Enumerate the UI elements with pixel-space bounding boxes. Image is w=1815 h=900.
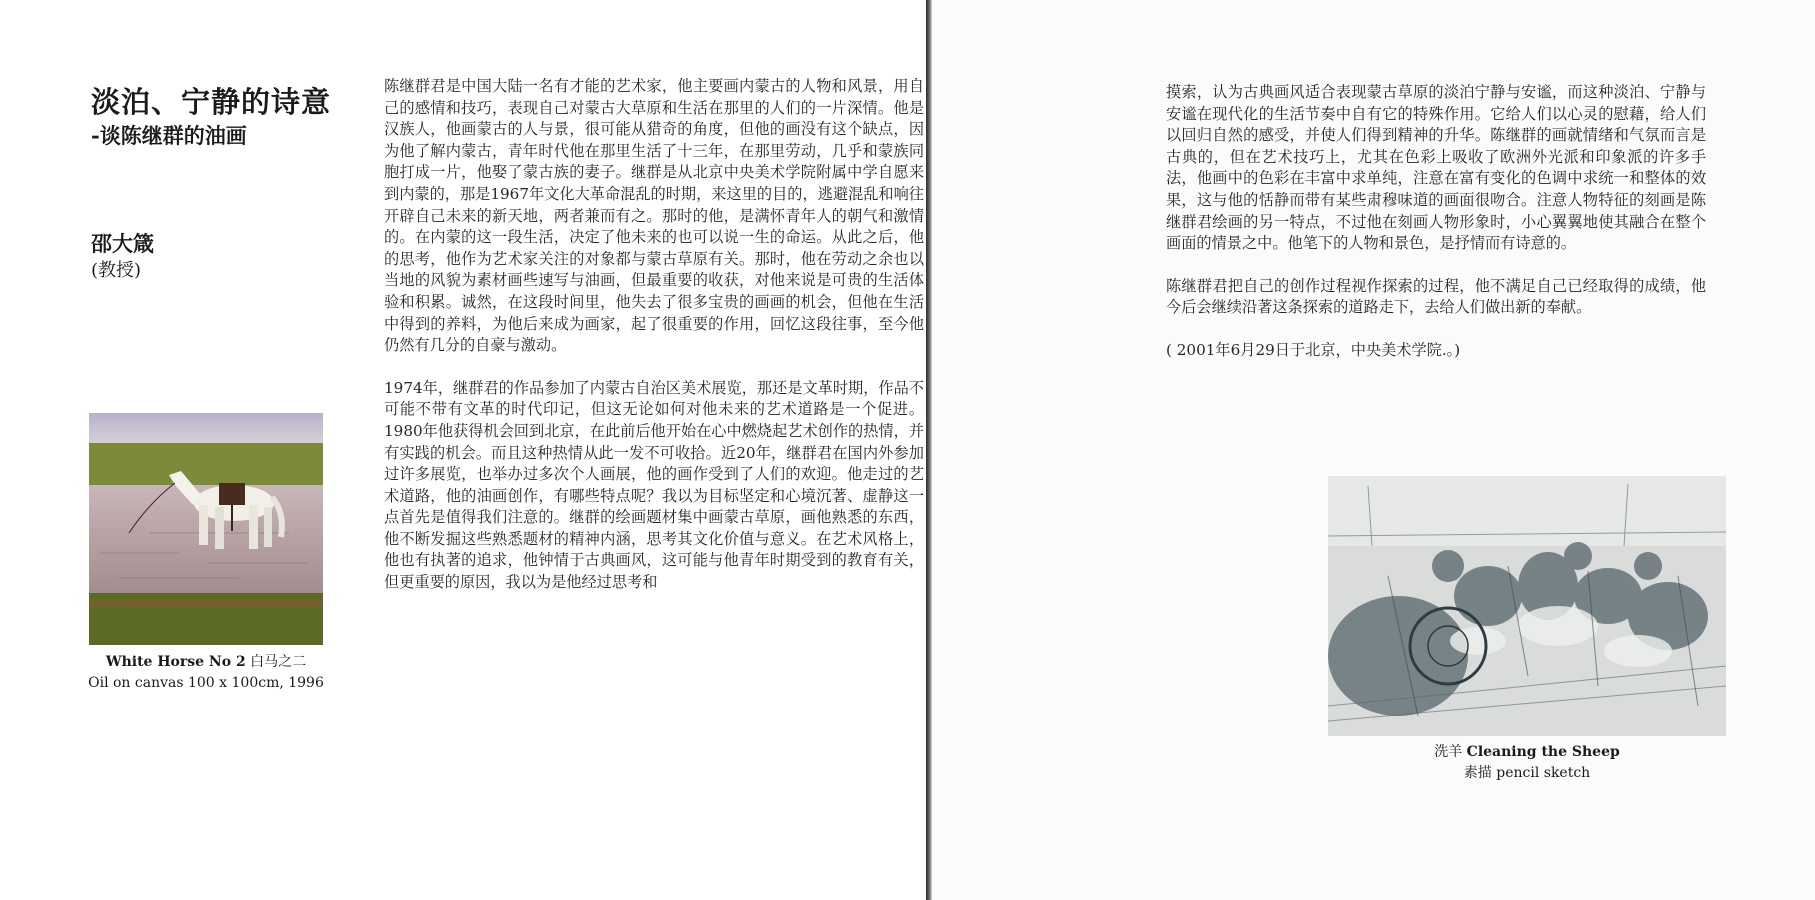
cleaning-sheep-medium-cn: 素描 [1463, 765, 1492, 781]
cleaning-sheep-medium-line [1300, 763, 1754, 784]
right-paragraph-2: 陈继群君把自己的创作过程视作探索的过程，他不满足自己已经取得的成绩，他今后会继续沿著这条探索的道路走下，去给人们做出新的奉献。 [1166, 276, 1706, 317]
left-text-column [384, 76, 924, 615]
cleaning-sheep-title-cn: 洗羊 [1434, 744, 1463, 760]
author-role: (教授) [91, 260, 142, 281]
date-signature: ( 2001年6月29日于北京，中央美术学院.。) [1166, 340, 1461, 359]
cleaning-sheep-title-line [1300, 742, 1754, 763]
article-title: 淡泊、宁静的诗意 [91, 85, 332, 119]
cleaning-sheep-caption [1300, 742, 1754, 784]
cleaning-sheep-title-en: Cleaning the Sheep [1466, 744, 1620, 760]
white-horse-caption [80, 652, 332, 694]
left-paragraph-2: 1974年，继群君的作品参加了内蒙古自治区美术展览，那还是文革时期，作品不可能不带有文革的时代印记，但这无论如何对他未来的艺术道路是一个促进。1980年他获得机会回到北京，在此前后他开始在心中燃烧起艺术创作的热情，并有实践的机会。而且这种热情从此一发不可收拾。近20年，继群君在国内外参加过许多展览，也举办过多次个人画展，他的画作受到了人们的欢迎。他走过的艺术道路，他的油画创作，有哪些特点呢？我以为目标坚定和心境沉著、虚静这一点首先是值得我们注意的。继群的绘画题材集中画蒙古草原，画他熟悉的东西，他不断发掘这些熟悉题材的精神内涵，思考其文化价值与意义。在艺术风格上，他也有执著的追求，他钟情于古典画风，这可能与他青年时期受到的教育有关，但更重要的原因，我以为是他经过思考和 [384, 378, 924, 592]
right-text-column [1166, 82, 1706, 383]
left-paragraph-1: 陈继群君是中国大陆一名有才能的艺术家，他主要画内蒙古的人物和风景，用自己的感情和技巧，表现自己对蒙古大草原和生活在那里的人们的一片深情。他是汉族人，他画蒙古的人与景，很可能从猎奇的角度，但他的画没有这个缺点，因为他了解内蒙古，青年时代他在那里生活了十三年，在那里劳动，几乎和蒙族同胞打成一片，他娶了蒙古族的妻子。继群是从北京中央美术学院附属中学自愿来到内蒙的，那是1967年文化大革命混乱的时期，来这里的目的，逃避混乱和响往开辟自己未来的新天地，两者兼而有之。那时的他，是满怀青年人的朝气和激情的。在内蒙的这一段生活，决定了他未来的也可以说一生的命运。从此之后，他的思考，他作为艺术家关注的对象都与蒙古草原有关。那时，他在劳动之余也以当地的风貌为素材画些速写与油画，但最重要的收获，对他来说是可贵的生活体验和积累。诚然，在这段时间里，他失去了很多宝贵的画画的机会，但他在生活中得到的养料，为他后来成为画家，起了很重要的作用，回忆这段往事，至今他仍然有几分的自豪与激动。 [384, 77, 924, 355]
author-name: 邵大箴 [91, 231, 154, 256]
cleaning-sheep-sketch-image [1328, 476, 1726, 736]
right-paragraph-1: 摸索，认为古典画风适合表现蒙古草原的淡泊宁静与安谧，而这种淡泊、宁静与安谧在现代化的生活节奏中自有它的特殊作用。它给人们以心灵的慰藉，给人们以回归自然的感受，并使人们得到精神的升华。陈继群的画就情绪和气氛而言是古典的，但在艺术技巧上，尤其在色彩上吸收了欧洲外光派和印象派的许多手法，他画中的色彩在丰富中求单纯，注意在富有变化的色调中求统一和整体的效果，这与他的恬静而带有某些肃穆味道的画面很吻合。注意人物特征的刻画是陈继群君绘画的另一特点，不过他在刻画人物形象时，小心翼翼地使其融合在整个画面的情景之中。他笔下的人物和景色，是抒情而有诗意的。 [1166, 83, 1706, 253]
book-spine [926, 0, 932, 900]
white-horse-painting [89, 413, 323, 645]
cleaning-sheep-sketch [1328, 476, 1726, 736]
white-horse-title-line [80, 652, 332, 673]
white-horse-painting-image [89, 413, 323, 645]
article-subtitle: -谈陈继群的油画 [91, 123, 247, 148]
white-horse-title-en: White Horse No 2 [105, 654, 246, 670]
white-horse-details: Oil on canvas 100 x 100cm, 1996 [88, 675, 324, 691]
white-horse-title-cn: 白马之二 [250, 654, 307, 670]
cleaning-sheep-medium-en: pencil sketch [1496, 765, 1591, 781]
